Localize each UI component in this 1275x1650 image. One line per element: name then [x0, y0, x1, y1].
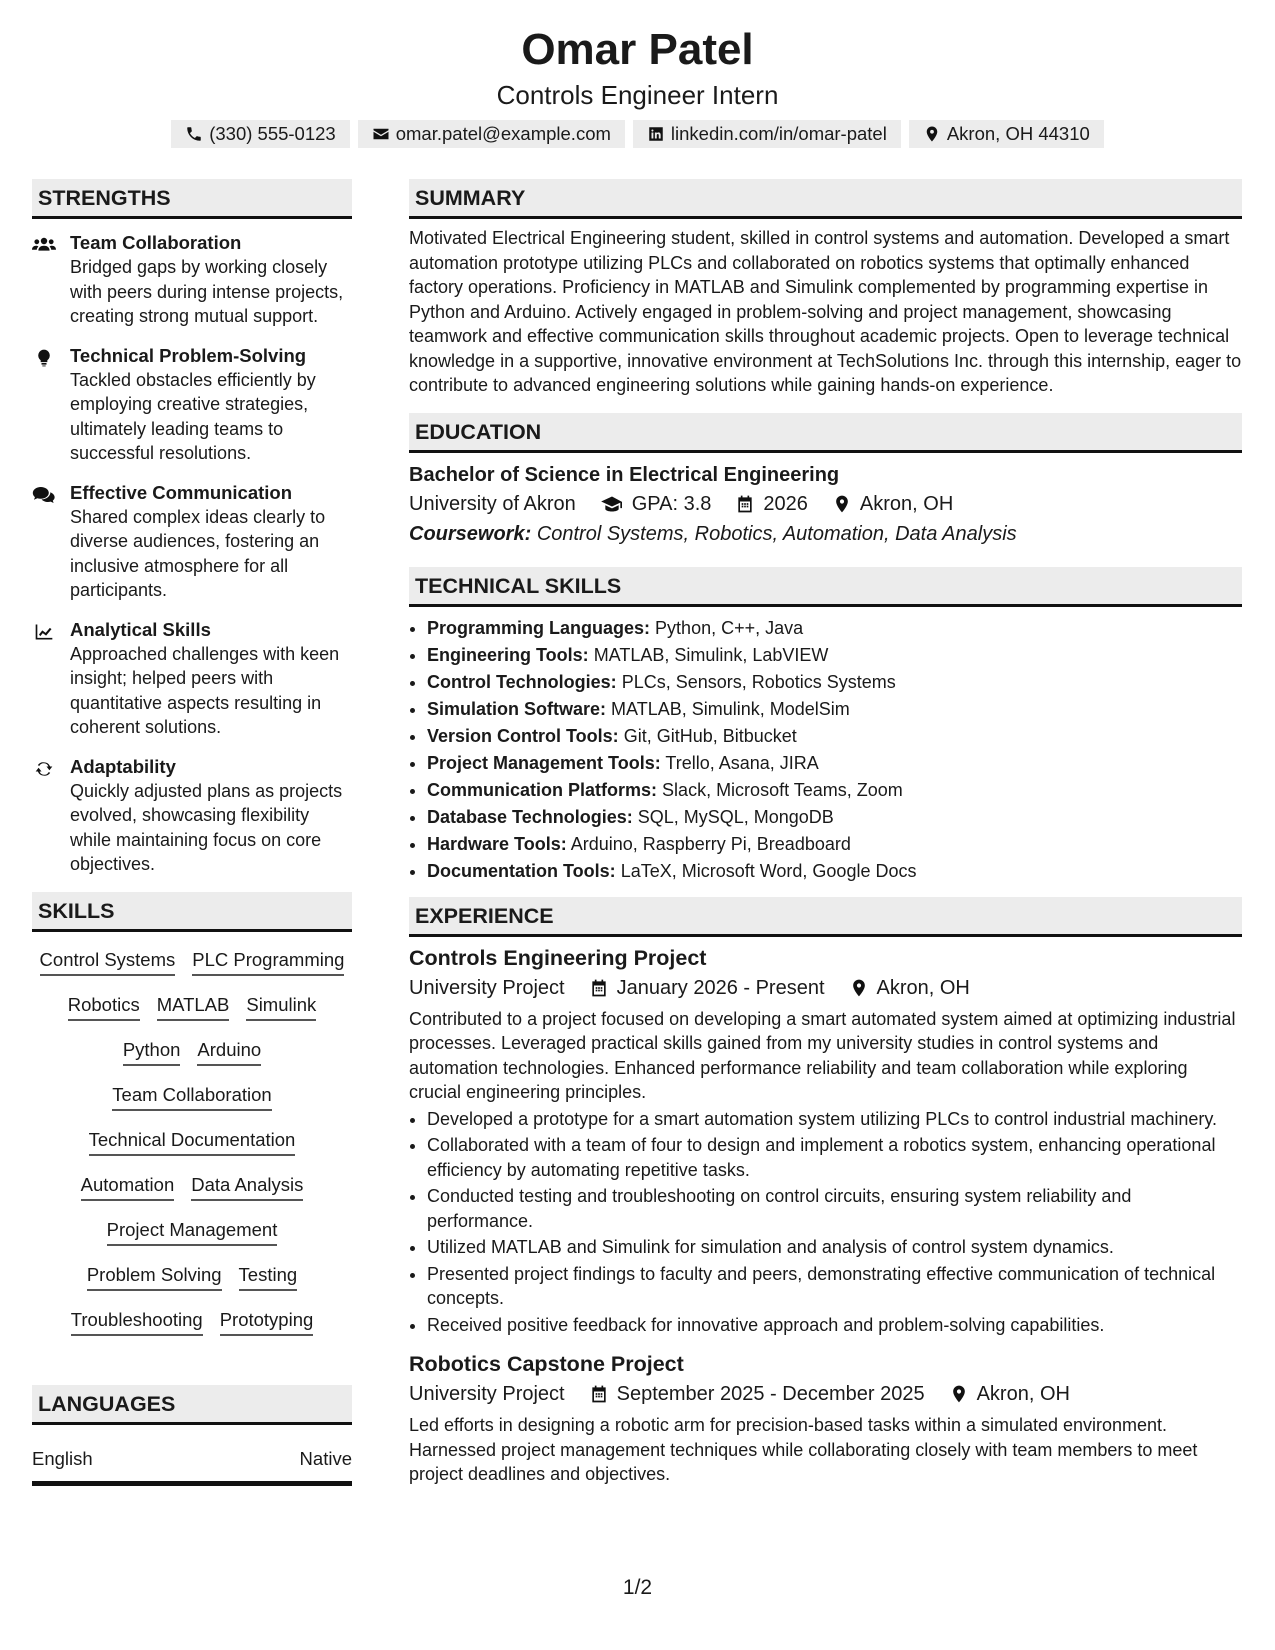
candidate-role: Controls Engineer Intern	[496, 80, 779, 110]
summary-heading: SUMMARY	[409, 179, 1242, 219]
phone-icon	[185, 125, 203, 143]
envelope-icon	[372, 125, 390, 143]
languages-heading: LANGUAGES	[32, 1385, 352, 1425]
tech-skill-label: Hardware Tools:	[427, 833, 567, 854]
skill-tag: Robotics	[68, 991, 140, 1021]
skill-tag: PLC Programming	[192, 946, 344, 976]
list-item	[427, 750, 1242, 777]
technical-skills-list	[409, 615, 1242, 885]
job-description: Led efforts in designing a robotic arm for precision-based tasks within a simulated environment. Harnessed project management techniques while collaborating closely with team members to meet project deadlines and objectives.	[409, 1415, 1198, 1484]
coursework	[409, 519, 1242, 549]
right-column	[409, 179, 1242, 1487]
calendar-icon	[589, 978, 609, 998]
skill-tag: Control Systems	[40, 946, 176, 976]
tech-skill-value: Python, C++, Java	[655, 617, 804, 638]
list-item	[427, 831, 1242, 858]
job-description: Contributed to a project focused on developing a smart automated system aimed at optimizing industrial processes. Leveraged practical skills gained from my university studies in control systems and automation technologies. Enhanced performance reliability and team collaboration while exploring crucial engineering principles.	[409, 1008, 1236, 1102]
tech-skill-value: MATLAB, Simulink, ModelSim	[611, 698, 850, 719]
skill-tag: Data Analysis	[191, 1171, 303, 1201]
location-pin-icon	[923, 125, 941, 143]
list-item: • Received positive feedback for innovative approach and problem-solving capabilities.	[427, 1313, 1242, 1338]
tech-skill-label: Documentation Tools:	[427, 860, 616, 881]
tech-skill-value: Git, GitHub, Bitbucket	[623, 725, 797, 746]
technical-skills-section	[409, 567, 1242, 885]
list-item	[427, 777, 1242, 804]
strength-desc: Bridged gaps by working closely with peers during intense projects, creating strong mutual support.	[70, 257, 344, 326]
contact-email-text[interactable]: omar.patel@example.com	[395, 123, 611, 144]
tech-skill-value: LaTeX, Microsoft Word, Google Docs	[620, 860, 917, 881]
education-meta	[409, 489, 1242, 519]
experience-entry	[409, 1349, 1242, 1487]
skill-tag: Python	[123, 1036, 181, 1066]
chart-line-icon	[32, 622, 56, 642]
contact-email[interactable]	[358, 120, 625, 148]
strength-item	[32, 481, 352, 603]
page-number: 1/2	[622, 1576, 653, 1599]
strength-item	[32, 618, 352, 740]
job-meta	[409, 973, 1242, 1003]
tech-skill-value: MATLAB, Simulink, LabVIEW	[593, 644, 829, 665]
strength-title: Adaptability	[70, 755, 176, 777]
job-dates: September 2025 - December 2025	[616, 1383, 925, 1405]
tech-skill-label: Control Technologies:	[427, 671, 617, 692]
calendar-icon	[589, 1384, 609, 1404]
job-bullets	[409, 1107, 1242, 1338]
location-pin-icon	[849, 978, 869, 998]
experience-heading: EXPERIENCE	[409, 897, 1242, 937]
skill-tag: Simulink	[246, 991, 316, 1021]
list-item: • Utilized MATLAB and Simulink for simulation and analysis of control system dynamics.	[427, 1235, 1242, 1260]
gpa: GPA: 3.8	[631, 492, 712, 515]
languages-section	[32, 1385, 352, 1486]
job-meta	[409, 1379, 1242, 1409]
skill-tag: Technical Documentation	[89, 1126, 296, 1156]
strength-item	[32, 755, 352, 877]
contact-location-text: Akron, OH 44310	[946, 123, 1090, 144]
candidate-name: Omar Patel	[521, 25, 754, 74]
education-heading: EDUCATION	[409, 413, 1242, 453]
list-item	[427, 696, 1242, 723]
strength-desc: Approached challenges with keen insight; helped peers with quantitative aspects resulting in coherent solutions.	[70, 643, 340, 737]
tech-skill-label: Version Control Tools:	[427, 725, 619, 746]
contact-bar	[0, 120, 1275, 148]
contact-location	[909, 120, 1104, 148]
tech-skill-label: Simulation Software:	[427, 698, 607, 719]
linkedin-icon	[647, 125, 665, 143]
skill-tag: MATLAB	[157, 991, 230, 1021]
list-item: • Presented project findings to faculty and peers, demonstrating effective communication of technical concepts.	[427, 1262, 1242, 1311]
calendar-icon	[735, 494, 755, 514]
skill-tag: Testing	[239, 1261, 298, 1291]
contact-phone-text: (330) 555-0123	[209, 123, 336, 144]
education-section	[409, 413, 1242, 549]
list-item: • Developed a prototype for a smart automation system utilizing PLCs to control industrial machinery.	[427, 1107, 1242, 1132]
graduation-year: 2026	[763, 492, 808, 515]
skills-section	[32, 892, 352, 1351]
tech-skill-label: Programming Languages:	[427, 617, 651, 638]
comments-icon	[32, 485, 56, 505]
strength-desc: Tackled obstacles efficiently by employing creative strategies, ultimately leading teams to successful resolutions.	[70, 369, 316, 463]
strength-desc: Shared complex ideas clearly to diverse audiences, fostering an inclusive atmosphere for all participants.	[70, 506, 326, 600]
location-pin-icon	[949, 1384, 969, 1404]
left-column	[32, 179, 352, 1486]
contact-linkedin[interactable]	[633, 120, 901, 148]
job-location: Akron, OH	[976, 1383, 1070, 1405]
strength-title: Technical Problem-Solving	[70, 344, 307, 366]
location-pin-icon	[832, 494, 852, 514]
education-location: Akron, OH	[859, 492, 954, 515]
graduation-cap-icon	[600, 494, 624, 514]
list-item	[427, 804, 1242, 831]
job-title: Controls Engineering Project	[409, 945, 707, 970]
job-location: Akron, OH	[876, 976, 970, 999]
tech-skill-label: Project Management Tools:	[427, 752, 661, 773]
contact-linkedin-text[interactable]: linkedin.com/in/omar-patel	[670, 123, 887, 144]
language-level: Native	[299, 1447, 352, 1469]
list-item	[427, 723, 1242, 750]
experience-section	[409, 897, 1242, 1487]
school-name: University of Akron	[409, 492, 576, 515]
job-dates: January 2026 - Present	[616, 976, 825, 999]
job-org: University Project	[409, 976, 565, 999]
strengths-heading: STRENGTHS	[32, 179, 352, 219]
strengths-list	[32, 231, 352, 877]
tech-skill-value: Slack, Microsoft Teams, Zoom	[662, 779, 903, 800]
job-org: University Project	[409, 1383, 565, 1405]
skill-tag: Problem Solving	[87, 1261, 222, 1291]
language-row	[32, 1447, 352, 1486]
skills-tags	[32, 946, 352, 1351]
list-item	[427, 858, 1242, 885]
tech-skill-label: Database Technologies:	[427, 806, 633, 827]
skill-tag: Prototyping	[220, 1306, 314, 1336]
tech-skill-value: PLCs, Sensors, Robotics Systems	[621, 671, 896, 692]
list-item	[427, 615, 1242, 642]
tech-skill-value: Arduino, Raspberry Pi, Breadboard	[570, 833, 851, 854]
skill-tag: Troubleshooting	[71, 1306, 203, 1336]
summary-text: Motivated Electrical Engineering student, skilled in control systems and automation. Developed a smart automation prototype utilizing PLCs and collaborated on robotics systems that optimally enhanced factory operations. Proficiency in MATLAB and Simulink complemented by programming expertise in Python and Arduino. Actively engaged in problem-solving and project management, showcasing teamwork and effective communication skills throughout academic projects. Open to leverage technical knowledge in a supportive, innovative environment at TechSolutions Inc. through this internship, eager to contribute to advanced engineering solutions while gaining hands-on experience.	[409, 228, 1242, 395]
coursework-label: Coursework:	[409, 522, 532, 545]
users-icon	[32, 235, 56, 255]
skill-tag: Project Management	[107, 1216, 278, 1246]
experience-entry	[409, 943, 1242, 1338]
coursework-list: Control Systems, Robotics, Automation, Data Analysis	[536, 522, 1017, 545]
strength-title: Team Collaboration	[70, 232, 242, 253]
strength-title: Effective Communication	[70, 481, 293, 503]
list-item	[427, 669, 1242, 696]
strength-title: Analytical Skills	[70, 618, 211, 640]
list-item: • Collaborated with a team of four to design and implement a robotics system, enhancing operational efficiency by automating repetitive tasks.	[427, 1133, 1242, 1182]
skill-tag: Team Collaboration	[112, 1081, 271, 1111]
tech-skill-value: Trello, Asana, JIRA	[665, 752, 819, 773]
degree-title: Bachelor of Science in Electrical Engineering	[409, 463, 840, 486]
tech-skill-label: Communication Platforms:	[427, 779, 658, 800]
list-item	[427, 642, 1242, 669]
strength-desc: Quickly adjusted plans as projects evolved, showcasing flexibility while maintaining focus on core objectives.	[70, 780, 343, 874]
skills-heading: SKILLS	[32, 892, 352, 932]
skill-tag: Automation	[81, 1171, 175, 1201]
technical-skills-heading: TECHNICAL SKILLS	[409, 567, 1242, 607]
skill-tag: Arduino	[197, 1036, 261, 1066]
list-item: • Conducted testing and troubleshooting on control circuits, ensuring system reliability and performance.	[427, 1184, 1242, 1233]
tech-skill-label: Engineering Tools:	[427, 644, 589, 665]
contact-phone	[171, 120, 350, 148]
job-title: Robotics Capstone Project	[409, 1352, 684, 1376]
language-name: English	[32, 1447, 93, 1469]
lightbulb-icon	[32, 348, 56, 368]
tech-skill-value: SQL, MySQL, MongoDB	[637, 806, 834, 827]
sync-icon	[32, 759, 56, 779]
strength-item	[32, 344, 352, 466]
resume-header	[0, 22, 1275, 148]
strength-item	[32, 231, 352, 329]
